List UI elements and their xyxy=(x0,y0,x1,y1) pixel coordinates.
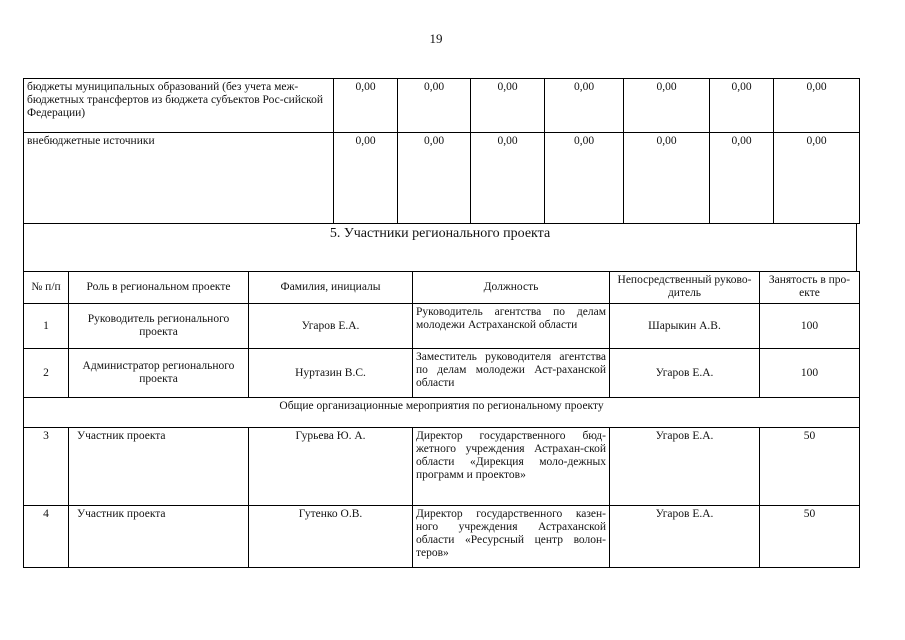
budget-value: 0,00 xyxy=(624,79,710,133)
row-load: 50 xyxy=(760,506,860,568)
participants-table xyxy=(23,271,860,568)
header-name: Фамилия, инициалы xyxy=(249,272,413,304)
budget-value: 0,00 xyxy=(545,79,624,133)
budget-value: 0,00 xyxy=(624,133,710,224)
row-name: Угаров Е.А. xyxy=(249,304,413,349)
row-role: Участник проекта xyxy=(69,506,249,568)
row-supervisor: Угаров Е.А. xyxy=(610,506,760,568)
header-supervisor: Непосредственный руково-дитель xyxy=(610,272,760,304)
row-number: 3 xyxy=(24,428,69,506)
participants-header-row xyxy=(24,272,860,304)
row-position: Заместитель руководителя агентства по делам молодежи Аст-раханской области xyxy=(413,349,610,398)
group-heading: Общие организационные мероприятия по региональному проекту xyxy=(24,398,860,428)
budget-value: 0,00 xyxy=(471,133,545,224)
budget-value: 0,00 xyxy=(710,79,774,133)
row-number: 1 xyxy=(24,304,69,349)
budget-row-label: бюджеты муниципальных образований (без учета меж-бюджетных трансфертов из бюджета субъектов Рос-сийской Федерации) xyxy=(24,79,334,133)
budget-value: 0,00 xyxy=(398,79,471,133)
header-number: № п/п xyxy=(24,272,69,304)
header-role: Роль в региональном проекте xyxy=(69,272,249,304)
row-supervisor: Шарыкин А.В. xyxy=(610,304,760,349)
table-row xyxy=(24,349,860,398)
row-position: Директор государственного бюд-жетного учреждения Астрахан-ской области «Дирекция моло-дежных программ и проектов» xyxy=(413,428,610,506)
budget-value: 0,00 xyxy=(334,79,398,133)
row-position: Руководитель агентства по делам молодежи Астраханской области xyxy=(413,304,610,349)
row-name: Нуртазин В.С. xyxy=(249,349,413,398)
row-role: Администратор регионального проекта xyxy=(69,349,249,398)
row-role: Руководитель регионального проекта xyxy=(69,304,249,349)
budget-value: 0,00 xyxy=(710,133,774,224)
group-heading-row xyxy=(24,398,860,428)
row-load: 100 xyxy=(760,304,860,349)
budget-row-label: внебюджетные источники xyxy=(24,133,334,224)
row-load: 100 xyxy=(760,349,860,398)
budget-value: 0,00 xyxy=(545,133,624,224)
budget-value: 0,00 xyxy=(398,133,471,224)
header-position: Должность xyxy=(413,272,610,304)
table-row xyxy=(24,506,860,568)
header-load: Занятость в про-екте xyxy=(760,272,860,304)
table-row xyxy=(24,304,860,349)
row-position: Директор государственного казен-ного учреждения Астраханской области «Ресурсный центр волон-теров» xyxy=(413,506,610,568)
budget-value: 0,00 xyxy=(334,133,398,224)
page-number: 19 xyxy=(429,31,443,46)
budget-value: 0,00 xyxy=(774,79,860,133)
row-number: 4 xyxy=(24,506,69,568)
budget-row-extrabudgetary xyxy=(24,133,860,224)
row-load: 50 xyxy=(760,428,860,506)
budget-value: 0,00 xyxy=(774,133,860,224)
row-supervisor: Угаров Е.А. xyxy=(610,349,760,398)
budget-row-municipal xyxy=(24,79,860,133)
row-role: Участник проекта xyxy=(69,428,249,506)
row-name: Гурьева Ю. А. xyxy=(249,428,413,506)
budget-table xyxy=(23,78,860,224)
row-name: Гутенко О.В. xyxy=(249,506,413,568)
table-row xyxy=(24,428,860,506)
row-number: 2 xyxy=(24,349,69,398)
row-supervisor: Угаров Е.А. xyxy=(610,428,760,506)
section-title: 5. Участники регионального проекта xyxy=(23,223,857,271)
budget-value: 0,00 xyxy=(471,79,545,133)
document-frame xyxy=(23,78,859,572)
